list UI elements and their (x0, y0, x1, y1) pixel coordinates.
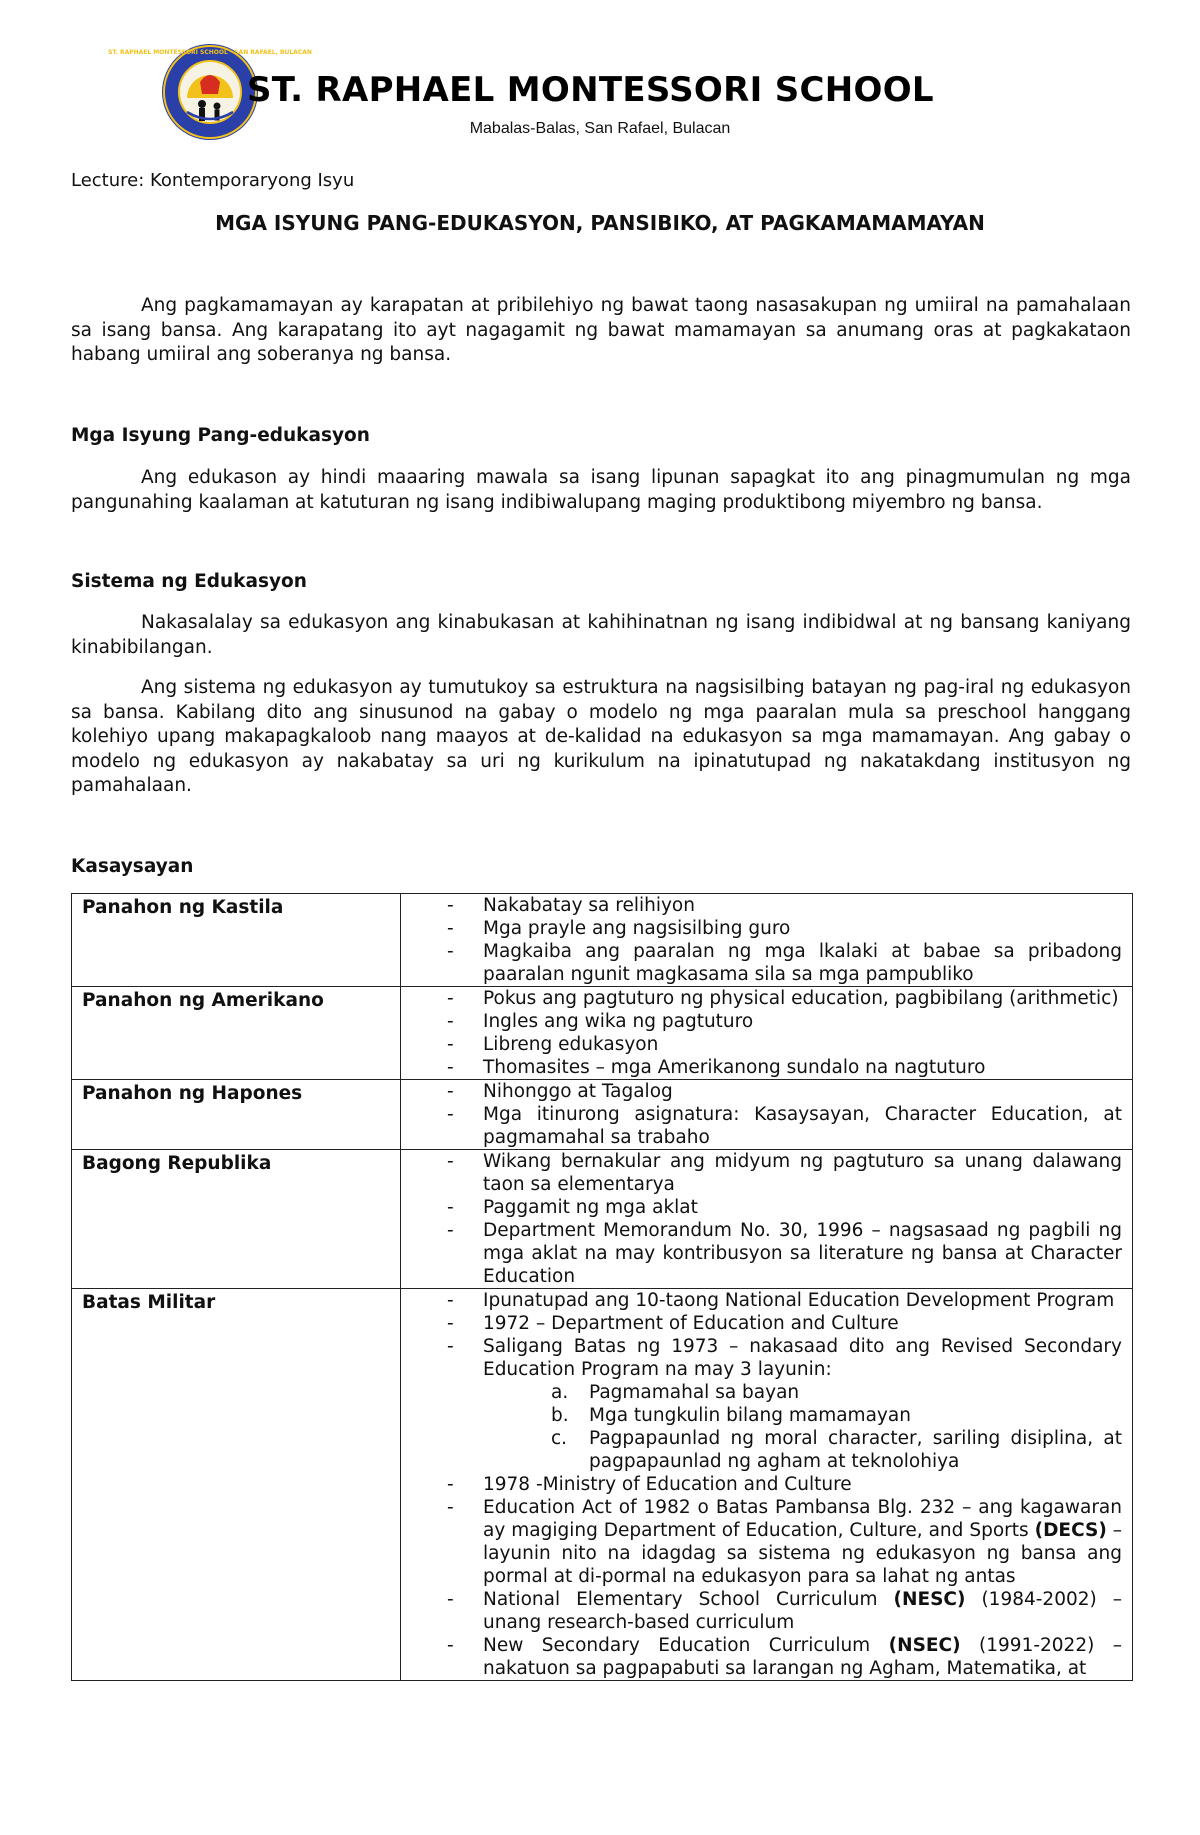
items-cell (401, 894, 1133, 987)
list-item: - Libreng edukasyon (401, 1033, 1122, 1056)
school-name: ST. RAPHAEL MONTESSORI SCHOOL (247, 70, 934, 110)
item-acronym: (DECS) (1034, 1520, 1107, 1541)
item-text: New Secondary Education Curriculum (483, 1635, 889, 1656)
table-row (72, 894, 1133, 987)
item-acronym: (NSEC) (888, 1635, 961, 1656)
list-item: - Thomasites – mga Amerikanong sundalo na nagtuturo (401, 1056, 1122, 1079)
items-cell (401, 1150, 1133, 1289)
list-item: - Paggamit ng mga aklat (401, 1196, 1122, 1219)
list-item (401, 1496, 1122, 1588)
table-row (72, 1150, 1133, 1289)
sub-list-item (483, 1381, 1122, 1404)
items-cell (401, 1080, 1133, 1150)
list-item: - Pokus ang pagtuturo ng physical education, pagbibilang (arithmetic) (401, 987, 1122, 1010)
table-row (72, 1080, 1133, 1150)
list-item: - 1978 -Ministry of Education and Culture (401, 1473, 1122, 1496)
item-text: – layunin nito na idagdag sa sistema ng edukasyon ng bansa ang pormal at di-pormal na edukasyon para sa lahat ng antas (483, 1520, 1122, 1587)
item-text: National Elementary School Curriculum (483, 1589, 894, 1610)
seal-figure-head (198, 100, 206, 108)
sub-list-item (483, 1427, 1122, 1473)
section-heading-kasaysayan: Kasaysayan (71, 856, 194, 877)
seal-ring-text: ST. RAPHAEL MONTESSORI SCHOOL · SAN RAFAEL, BULACAN (108, 49, 312, 56)
list-item: - Nakabatay sa relihiyon (401, 894, 1122, 917)
item-list (401, 1080, 1122, 1149)
era-cell: Bagong Republika (72, 1150, 401, 1289)
items-cell (401, 1289, 1133, 1681)
section-paragraph: Nakasalalay sa edukasyon ang kinabukasan at kahihinatnan ng isang indibidwal at ng bansang kaniyang kinabibilangan. (71, 612, 1131, 658)
list-item: - Magkaiba ang paaralan ng mga lkalaki at babae sa pribadong paaralan ngunit magkasama sila sa mga pampubliko (401, 940, 1122, 986)
era-cell: Panahon ng Amerikano (72, 987, 401, 1080)
item-list (401, 1289, 1122, 1680)
lecture-label: Lecture: Kontemporaryong Isyu (71, 170, 355, 191)
sub-text: Pagpapaunlad ng moral character, sariling disiplina, at pagpapaunlad ng agham at teknolohiya (589, 1428, 1122, 1472)
item-acronym: (NESC) (893, 1589, 966, 1610)
list-item: - Mga prayle ang nagsisilbing guro (401, 917, 1122, 940)
list-item: - Mga itinurong asignatura: Kasaysayan, Character Education, at pagmamahal sa trabaho (401, 1103, 1122, 1149)
list-item: - Ipunatupad ang 10-taong National Education Development Program (401, 1289, 1122, 1312)
sub-list-item (483, 1404, 1122, 1427)
page-title: MGA ISYUNG PANG-EDUKASYON, PANSIBIKO, AT PAGKAMAMAMAYAN (215, 211, 985, 235)
list-item (401, 1588, 1122, 1634)
sub-marker: a. (551, 1382, 569, 1403)
item-list (401, 1150, 1122, 1288)
table-row (72, 1289, 1133, 1681)
section-paragraph: Ang edukason ay hindi maaaring mawala sa isang lipunan sapagkat ito ang pinagmumulan ng mga pangunahing kaalaman at katuturan ng isang indibiwalupang maging produktibong miyembro ng bansa. (71, 467, 1131, 513)
table-row (72, 987, 1133, 1080)
list-item: - Ingles ang wika ng pagtuturo (401, 1010, 1122, 1033)
list-item-text: Saligang Batas ng 1973 – nakasaad dito ang Revised Secondary Education Program na may 3 layunin: (483, 1336, 1122, 1380)
list-item (401, 1335, 1122, 1473)
items-cell (401, 987, 1133, 1080)
era-cell: Panahon ng Hapones (72, 1080, 401, 1150)
item-list (401, 987, 1122, 1079)
list-item: - 1972 – Department of Education and Culture (401, 1312, 1122, 1335)
sub-text: Pagmamahal sa bayan (589, 1382, 800, 1403)
intro-paragraph: Ang pagkamamayan ay karapatan at pribilehiyo ng bawat taong nasasakupan ng umiiral na pamahalaan sa isang bansa. Ang karapatang ito ayt nagagamit ng bawat mamamayan sa anumang oras at pagkakataon habang umiiral ang soberanya ng bansa. (71, 295, 1131, 365)
era-cell: Panahon ng Kastila (72, 894, 401, 987)
sub-marker: b. (551, 1405, 569, 1426)
list-item (401, 1634, 1122, 1680)
section-paragraph: Ang sistema ng edukasyon ay tumutukoy sa estruktura na nagsisilbing batayan ng pag-iral ng edukasyon sa bansa. Kabilang dito ang sinusunod na gabay o modelo ng mga paaralan mula sa preschool hanggang kolehiyo upang makapagkaloob nang maayos at de-kalidad na edukasyon sa mga mamamayan. Ang gabay o modelo ng edukasyon ay nakabatay sa uri ng kurikulum na ipinatutupad ng nakatakdang institusyon ng pamahalaan. (71, 677, 1131, 796)
era-cell: Batas Militar (72, 1289, 401, 1681)
item-text: (1984-2002) – unang research-based curriculum (483, 1589, 1122, 1633)
sub-list (483, 1381, 1122, 1473)
section-heading-sistema: Sistema ng Edukasyon (71, 571, 307, 592)
school-address: Mabalas-Balas, San Rafael, Bulacan (469, 120, 731, 137)
list-item: - Nihonggo at Tagalog (401, 1080, 1122, 1103)
item-list (401, 894, 1122, 986)
item-text: Education Act of 1982 o Batas Pambansa Blg. 232 – ang kagawaran ay magiging Department of Education, Culture, and Sports (483, 1497, 1122, 1541)
item-text: (1991-2022) – nakatuon sa pagpapabuti sa larangan ng Agham, Matematika, at (483, 1635, 1122, 1679)
history-table (71, 893, 1133, 1681)
section-heading-isyung-pang-edukasyon: Mga Isyung Pang-edukasyon (71, 425, 370, 446)
seal-figure-head-2 (214, 103, 221, 110)
list-item: - Wikang bernakular ang midyum ng pagtuturo sa unang dalawang taon sa elementarya (401, 1150, 1122, 1196)
sub-text: Mga tungkulin bilang mamamayan (589, 1405, 911, 1426)
list-item: - Department Memorandum No. 30, 1996 – nagsasaad ng pagbili ng mga aklat na may kontribusyon sa literature ng bansa at Character Education (401, 1219, 1122, 1288)
sub-marker: c. (551, 1428, 568, 1449)
